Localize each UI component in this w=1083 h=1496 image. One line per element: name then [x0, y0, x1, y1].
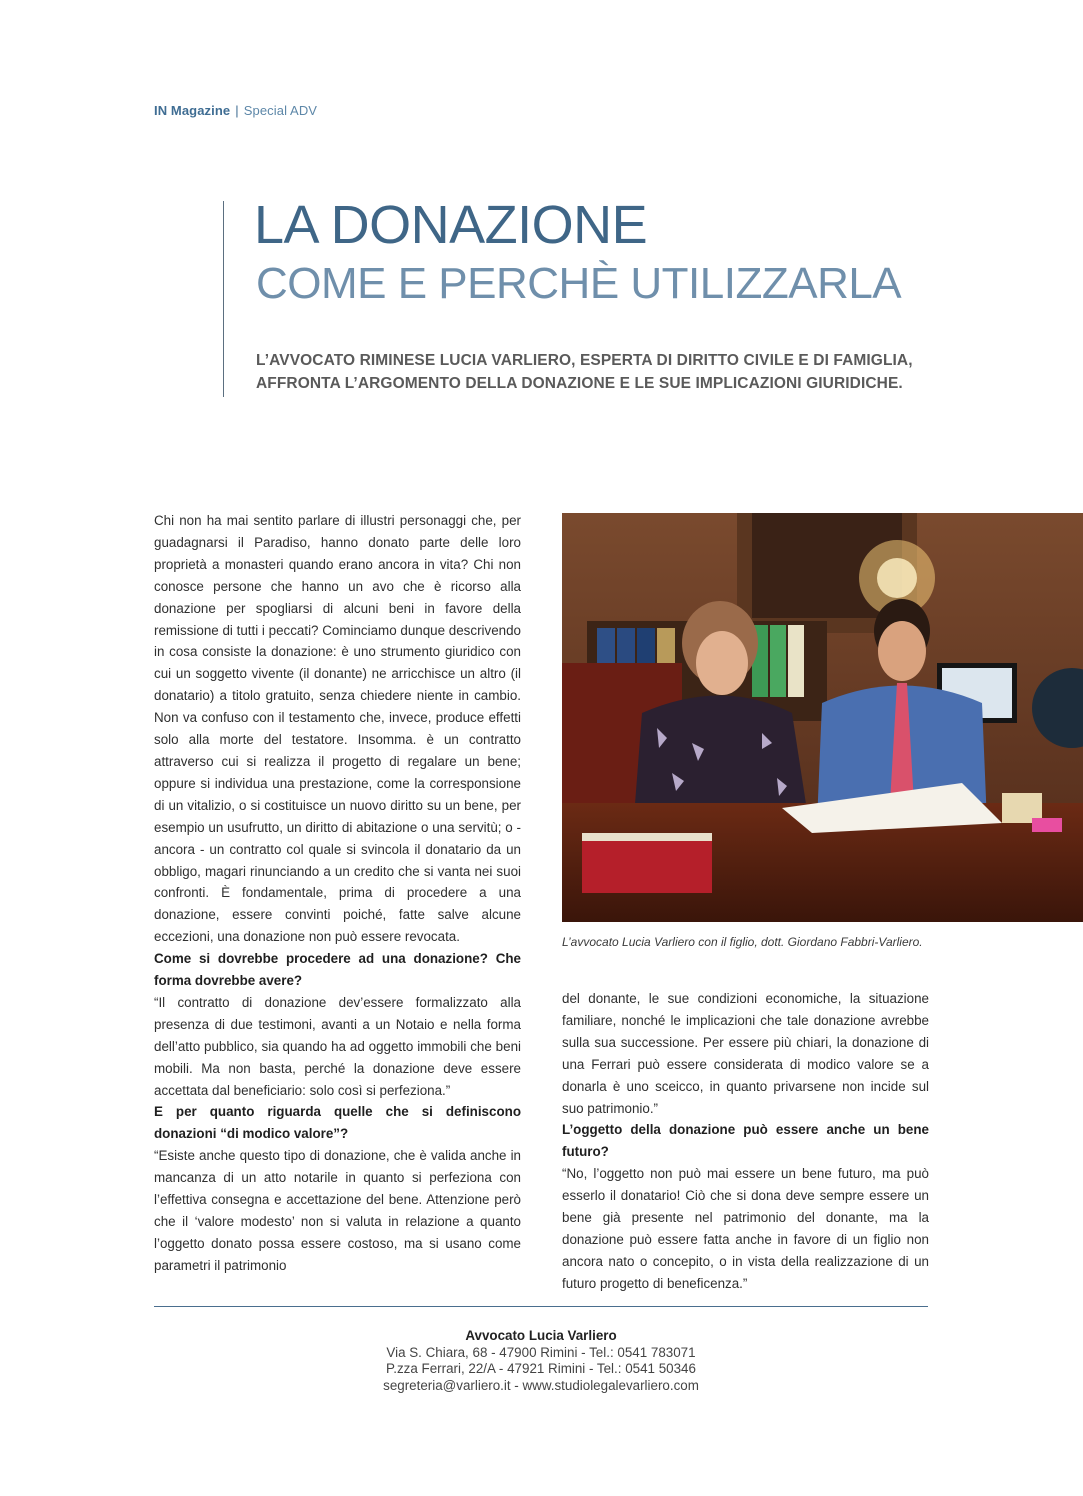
article-subtitle: COME E PERCHÈ UTILIZZARLA: [256, 259, 902, 308]
magazine-name: IN Magazine: [154, 103, 231, 118]
interview-answer: “Il contratto di donazione dev’essere formalizzato alla presenza di due testimoni, avanti a un Notaio e nella forma dell’atto pubblico, sia quando ha ad oggetto immobili che beni mobili. Ma non basta, perché la donazione deve essere accettata dal beneficiario: solo così si perfeziona.”: [154, 994, 521, 1098]
contact-footer: [154, 1328, 928, 1394]
article-column-right: [562, 988, 929, 1295]
interview-question: L’oggetto della donazione può essere anche un bene futuro?: [562, 1122, 929, 1160]
article-column-left: [154, 510, 521, 1277]
contact-name: Avvocato Lucia Varliero: [465, 1328, 617, 1343]
article-photo: [562, 513, 1083, 922]
interview-answer: “No, l’oggetto non può mai essere un bene futuro, ma può esserlo il donatario! Ciò che si dona deve sempre essere un bene già presente nel patrimonio del donante, ma la donazione può essere fatta anche in favore di un figlio non ancora nato o concepito, o in vista della realizzazione di un futuro progetto di beneficenza.”: [562, 1166, 929, 1291]
photo-caption: L’avvocato Lucia Varliero con il figlio, dott. Giordano Fabbri-Varliero.: [562, 935, 923, 949]
article-paragraph: del donante, le sue condizioni economiche, la situazione familiare, nonché le implicazioni che tale donazione avrebbe sulla sua successione. Per essere più chiari, la donazione di una Ferrari può essere considerata di modico valore se a donarla è uno sceicco, in quanto privarsene non incide sul suo patrimonio.”: [562, 991, 929, 1116]
standfirst: [256, 349, 936, 395]
standfirst-line: AFFRONTA L’ARGOMENTO DELLA DONAZIONE E LE SUE IMPLICAZIONI GIURIDICHE.: [256, 375, 903, 392]
interview-answer: “Esiste anche questo tipo di donazione, che è valida anche in mancanza di un atto notarile in quanto si perfeziona con l’effettiva consegna e accettazione del bene. Attenzione però che il ‘valore modesto’ non si valuta in relazione a quanto l’oggetto donato possa essere costoso, ma si usano come parametri il patrimonio: [154, 1148, 521, 1273]
title-vertical-rule: [223, 201, 224, 397]
interview-question: Come si dovrebbe procedere ad una donazione? Che forma dovrebbe avere?: [154, 951, 521, 989]
running-header: [154, 102, 317, 120]
article-title: LA DONAZIONE: [254, 195, 648, 255]
contact-web: segreteria@varliero.it - www.studiolegalevarliero.com: [383, 1377, 699, 1393]
section-name: Special ADV: [243, 103, 318, 118]
standfirst-line: L’AVVOCATO RIMINESE LUCIA VARLIERO, ESPERTA DI DIRITTO CIVILE E DI FAMIGLIA,: [256, 352, 913, 369]
footer-divider: [154, 1306, 928, 1307]
article-paragraph: Chi non ha mai sentito parlare di illustri personaggi che, per guadagnarsi il Paradiso, hanno donato parte delle loro proprietà a monasteri quando erano ancora in vita? Chi non conosce persone che hanno un avo che è ricorso alla donazione per spogliarsi di alcuni beni in favore della remissione di tutti i peccati? Cominciamo dunque descrivendo in cosa consiste la donazione: è uno strumento giuridico con cui un soggetto vivente (il donante) ne arricchisce un altro (il donatario) a titolo gratuito, senza chiedere niente in cambio. Non va confuso con il testamento che, invece, produce effetti solo alla morte del testatore. Insomma. è un contratto attraverso cui si realizza il progetto di regalare un bene; oppure si individua una prestazione, come la corresponsione di un vitalizio, o si costituisce un nuovo diritto su un bene, per esempio un usufrutto, un diritto di abitazione o una servitù; o - ancora - un contratto col quale si svincola il donatario da un obbligo, magari rinunciando a un credito che si vanta nei suoi confronti. È fondamentale, prima di procedere a una donazione, essere convinti poiché, fatte salve alcune eccezioni, una donazione non può essere revocata.: [154, 513, 521, 945]
interview-question: E per quanto riguarda quelle che si definiscono donazioni “di modico valore”?: [154, 1104, 521, 1142]
photo-illustration: [562, 513, 1083, 922]
contact-address-2: P.zza Ferrari, 22/A - 47921 Rimini - Tel.: 0541 50346: [386, 1361, 696, 1377]
header-separator: |: [235, 103, 239, 118]
contact-address-1: Via S. Chiara, 68 - 47900 Rimini - Tel.: 0541 783071: [386, 1344, 696, 1360]
